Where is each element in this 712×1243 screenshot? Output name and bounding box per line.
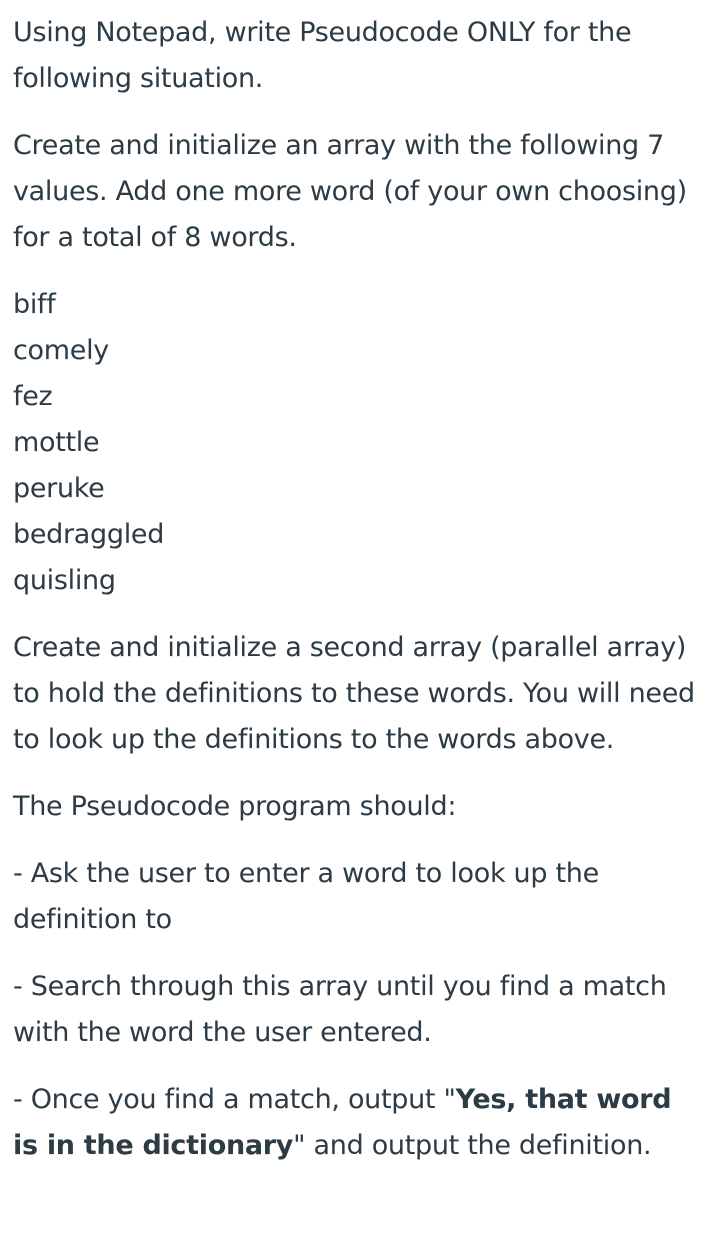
- step-search: - Search through this array until you find a match with the word the user entered.: [13, 971, 667, 1048]
- word-item: comely: [13, 335, 109, 366]
- word-item: quisling: [13, 565, 116, 596]
- intro-paragraph: Using Notepad, write Pseudocode ONLY for the following situation.: [13, 17, 632, 94]
- assignment-text: [13, 10, 703, 1190]
- step-ask-user: - Ask the user to enter a word to look up the definition to: [13, 858, 599, 935]
- step-output: [13, 1077, 703, 1169]
- array1-instruction: Create and initialize an array with the following 7 values. Add one more word (of your own choosing) for a total of 8 words.: [13, 130, 687, 253]
- array2-instruction: Create and initialize a second array (parallel array) to hold the definitions to these words. You will need to look up the definitions to the words above.: [13, 632, 695, 755]
- step-output-bold: Yes, that word is in the dictionary: [13, 1084, 672, 1161]
- word-item: biff: [13, 289, 56, 320]
- word-item: bedraggled: [13, 519, 165, 550]
- step-output-prefix: - Once you find a match, output ": [13, 1084, 456, 1115]
- word-item: fez: [13, 381, 53, 412]
- word-item: peruke: [13, 473, 105, 504]
- word-list: [13, 282, 703, 604]
- program-heading: The Pseudocode program should:: [13, 791, 457, 822]
- word-item: mottle: [13, 427, 100, 458]
- step-output-suffix: " and output the definition.: [293, 1130, 652, 1161]
